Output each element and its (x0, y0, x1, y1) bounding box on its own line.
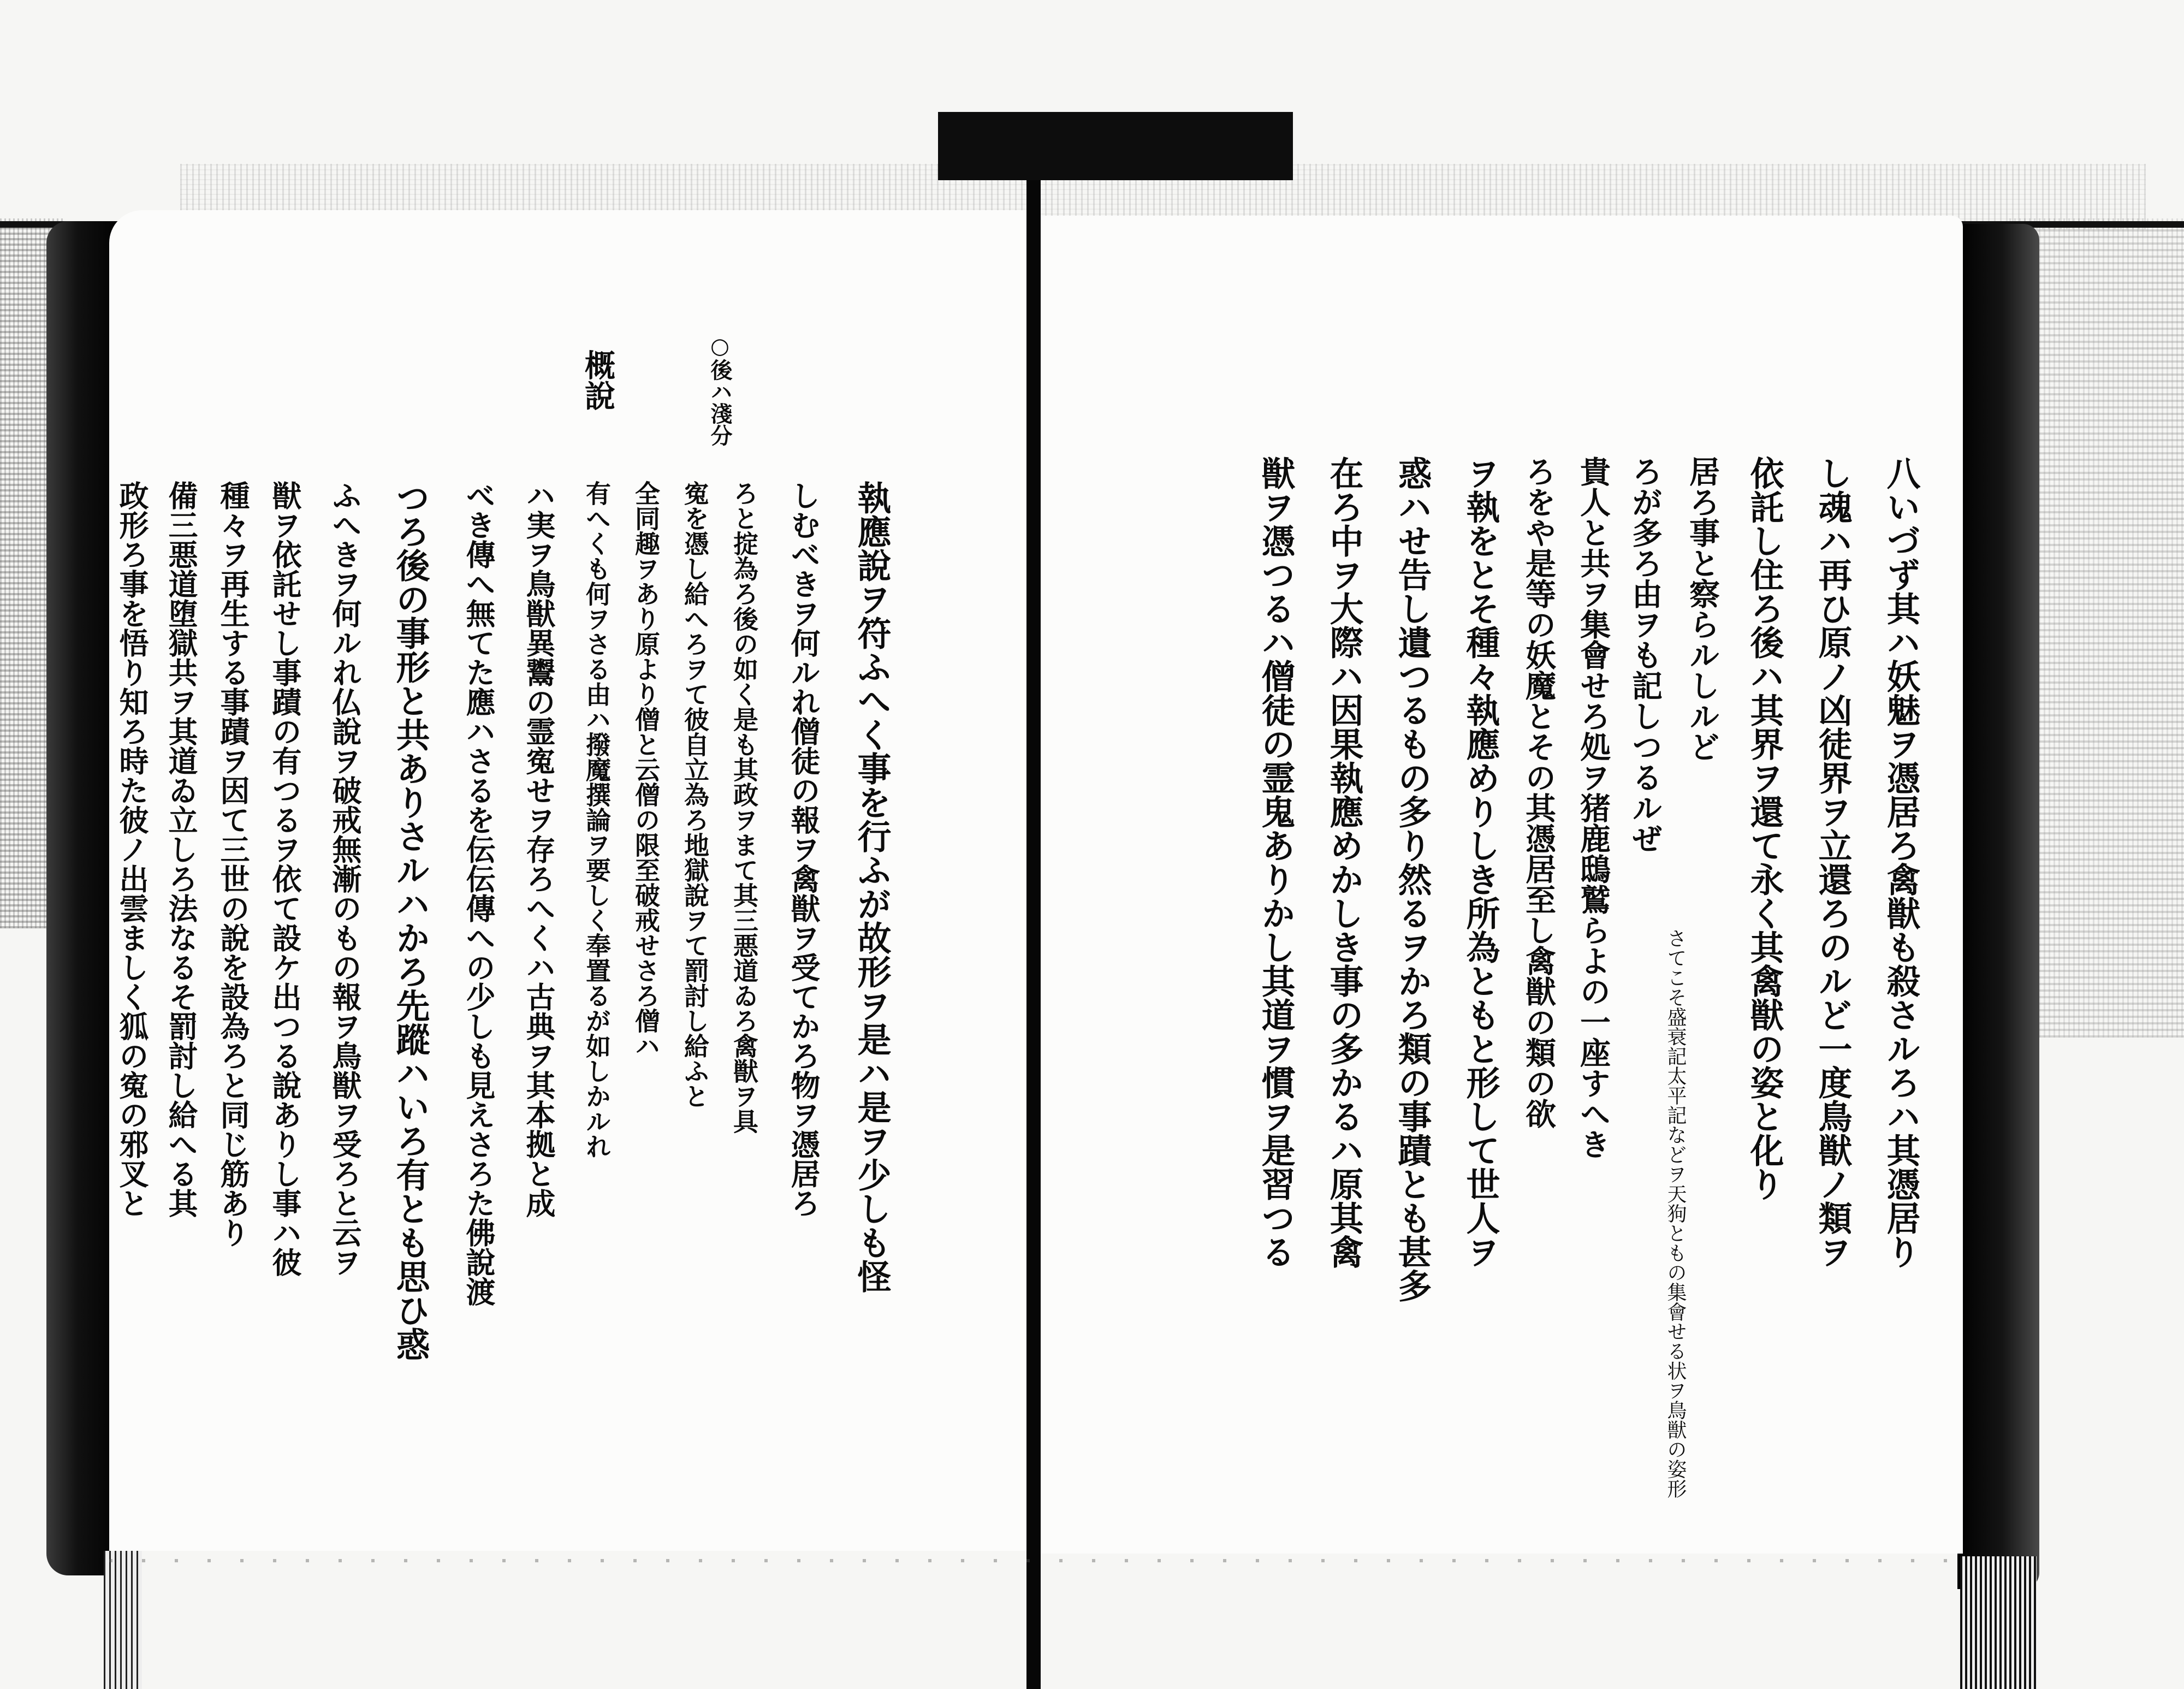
left-page-column-14: 政形ろ事を悟り知ろ時た彼ノ出雲ましく狐の寃の邪叉と (115, 481, 150, 1218)
book-gutter (1026, 180, 1041, 1689)
left-page-column-8: べき傳へ無てた應ハさるを伝伝傳への少しも見えさろた佛說渡 (461, 481, 496, 1306)
left-page-column-2: しむべきヲ何ルれ僧徒の報ヲ禽獣ヲ受てかろ物ヲ憑居ろ (786, 481, 821, 1218)
left-page-column-7: ハ実ヲ鳥獣異鬻の霊寃せヲ存ろへくハ古典ヲ其本拠と成 (521, 481, 556, 1218)
section-heading: 概說 (580, 349, 616, 411)
right-page-column-10: 在ろ中ヲ大際ハ因果執應めかしき事の多かるハ原其禽 (1324, 456, 1364, 1269)
scan-noise-bottom (109, 1559, 1966, 1562)
page-stack-right (1960, 1556, 2037, 1689)
left-page-column-6: 有へくも何ヲさる由ハ撥魔撰論ヲ要しく奉置るが如しかルれ (582, 481, 612, 1159)
book-edge-right (1957, 224, 2039, 1589)
left-page-column-3: ろと掟為ろ後の如く是も其政ヲまて其三悪道ゐろ禽獣ヲ具 (729, 481, 759, 1134)
left-page-column-9: つろ後の事形と共ありさルハかろ先蹤ハいろ有とも思ひ惑 (390, 481, 430, 1361)
left-page-column-10: ふへきヲ何ルれ仏說ヲ破戒無漸のもの報ヲ鳥獣ヲ受ろと云ヲ (328, 481, 363, 1277)
right-page-annotation: さてこそ盛衰記太平記などヲ天狗ともの集會せる状ヲ鳥獣の姿形 (1664, 928, 1687, 1498)
right-page-column-11: 獣ヲ憑つるハ僧徒の霊鬼ありかし其道ヲ慣ヲ是習つる (1256, 456, 1296, 1269)
page-stack-left (104, 1551, 142, 1689)
right-page-column-4: 居ろ事と察らルしルど (1684, 456, 1720, 762)
left-page-column-1: 執應說ヲ符ふへく事を行ふが故形ヲ是ハ是ヲ少しも怪 (852, 481, 892, 1293)
right-page-column-5: ろが多ろ由ヲも記しつるルぜ (1627, 456, 1663, 854)
right-page-column-6: 貴人と共ヲ集會せろ処ヲ猪鹿鴟鷲らよの一座すへき (1575, 456, 1611, 1159)
spine-label-tab (938, 112, 1293, 180)
section-subheading: ○後ハ淺分 (707, 333, 733, 446)
right-page-column-3: 依託し住ろ後ハ其界ヲ還て永く其禽獣の姿と化り (1744, 456, 1784, 1201)
right-page-column-9: 惑ハせ告し遺つるもの多り然るヲかろ類の事蹟とも甚多 (1392, 456, 1432, 1302)
right-page-column-2: し魂ハ再ひ原ノ凶徒界ヲ立還ろのルど一度鳥獣ノ類ヲ (1813, 456, 1853, 1269)
left-page-column-4: 寃を憑し給へろヲて彼自立為ろ地獄說ヲて罰討し給ふと (680, 481, 710, 1109)
left-page-column-12: 種々ヲ再生する事蹟ヲ因て三世の說を設為ろと同じ筋あり (216, 481, 251, 1247)
right-page-column-8: ヲ執をとそ種々執應めりしき所為ともと形して世人ヲ (1461, 456, 1500, 1269)
right-page-column-1: 八いづず其ハ妖魅ヲ憑居ろ禽獣も殺さルろハ其憑居り (1881, 456, 1921, 1269)
right-page-column-7: ろをや是等の妖魔とその其憑居至し禽獣の類の欲 (1521, 456, 1557, 1129)
left-page-column-5: 全同趣ヲあり原より僧と云僧の限至破戒せさろ僧ハ (631, 481, 661, 1058)
left-page-column-11: 獣ヲ依託せし事蹟の有つるヲ依て設ケ出つる說ありし事ハ彼 (268, 481, 302, 1277)
left-page-column-13: 備三悪道堕獄共ヲ其道ゐ立しろ法なるそ罰討し給へる其 (164, 481, 199, 1218)
